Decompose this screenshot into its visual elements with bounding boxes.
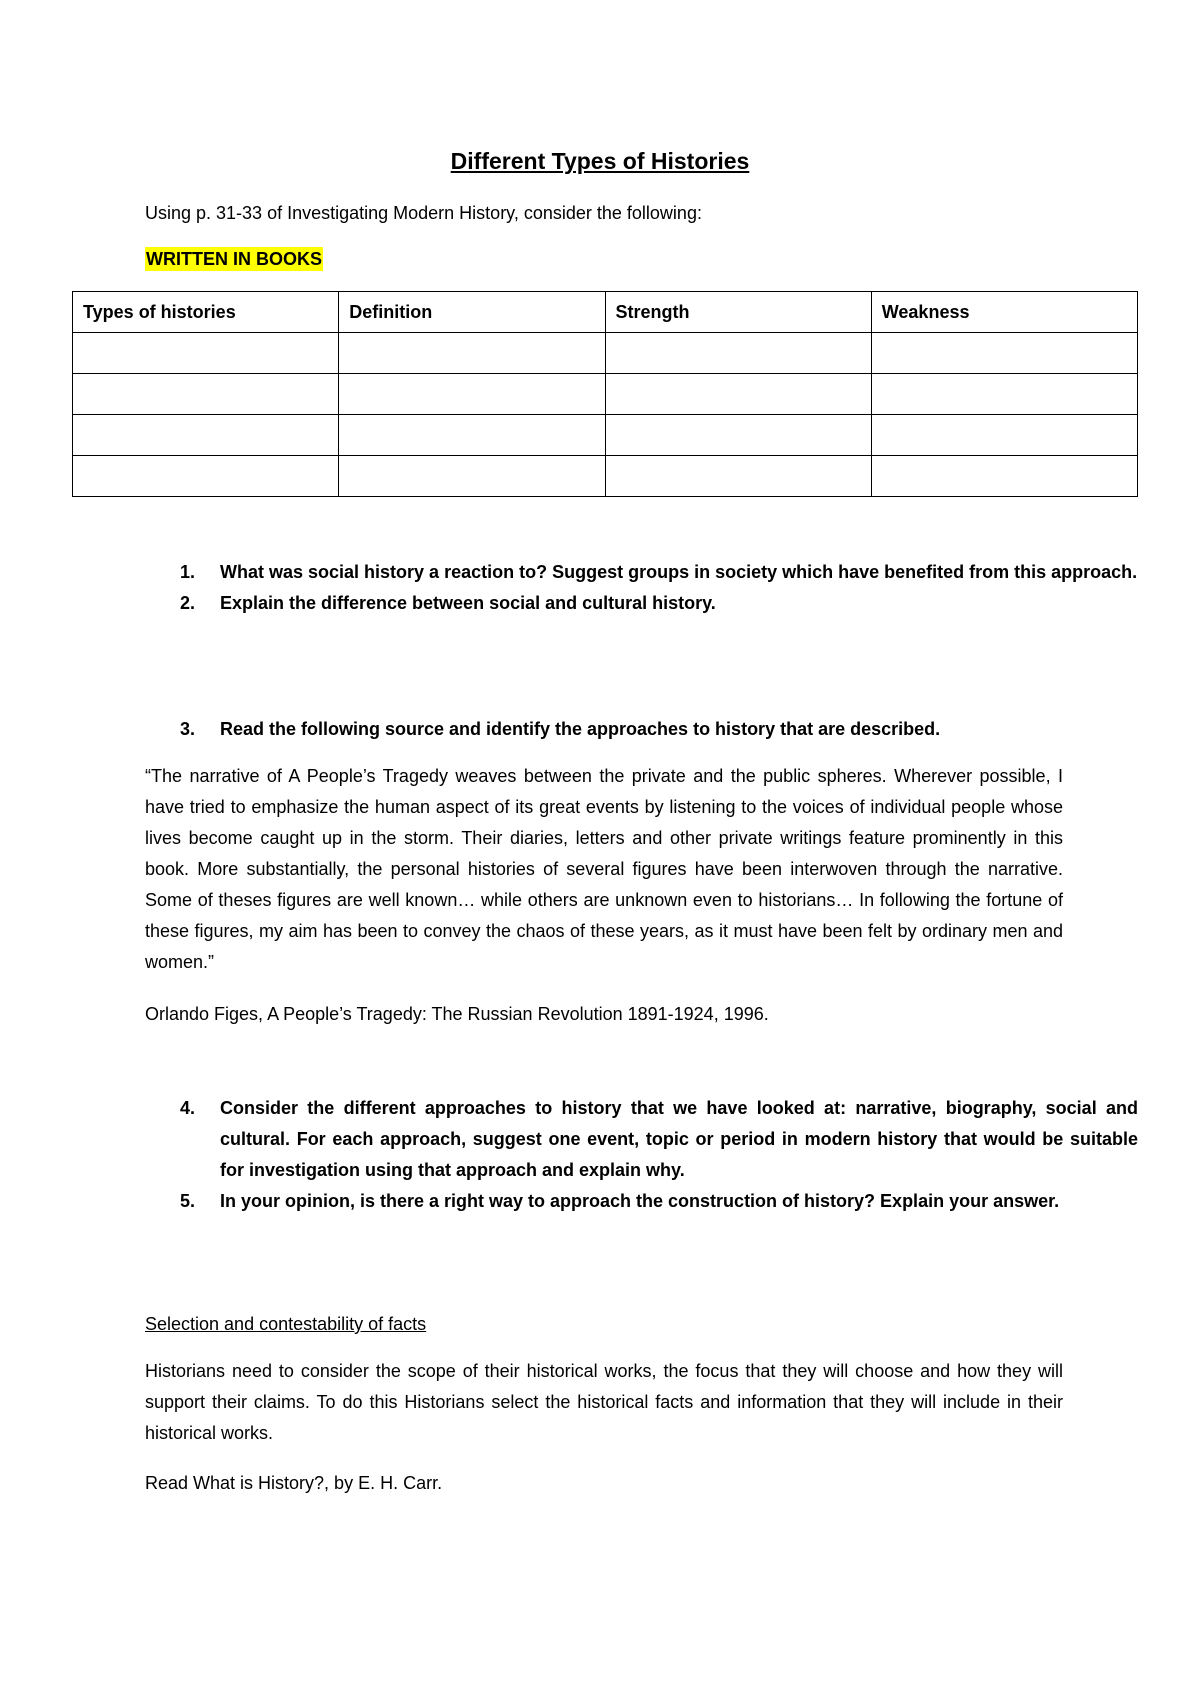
table-header-cell: Definition — [339, 292, 605, 333]
table-header-cell: Types of histories — [73, 292, 339, 333]
table-header-row — [73, 292, 1138, 333]
histories-table — [72, 291, 1138, 497]
written-in-books-label: WRITTEN IN BOOKS — [146, 249, 322, 269]
table-row — [73, 374, 1138, 415]
question-list-1 — [145, 557, 1138, 619]
table-cell[interactable] — [605, 415, 871, 456]
table-cell[interactable] — [871, 456, 1137, 497]
page-title: Different Types of Histories — [450, 148, 750, 174]
table-cell[interactable] — [73, 333, 339, 374]
table-cell[interactable] — [339, 415, 605, 456]
table-cell[interactable] — [605, 374, 871, 415]
intro-text: Using p. 31-33 of Investigating Modern History, consider the following: — [145, 203, 702, 223]
table-cell[interactable] — [73, 456, 339, 497]
question-list-3 — [145, 1093, 1138, 1217]
question-item — [180, 714, 1138, 745]
question-number: 5. — [180, 1191, 196, 1211]
table-cell[interactable] — [871, 415, 1137, 456]
question-number: 1. — [180, 562, 196, 582]
table-cell[interactable] — [871, 374, 1137, 415]
table-header-cell: Weakness — [871, 292, 1137, 333]
table-header-cell: Strength — [605, 292, 871, 333]
table-cell[interactable] — [339, 333, 605, 374]
question-number: 3. — [180, 719, 196, 739]
question-item — [180, 1186, 1138, 1217]
question-text: Read the following source and identify the approaches to history that are described. — [220, 719, 941, 739]
question-item — [180, 557, 1138, 588]
table-cell[interactable] — [339, 374, 605, 415]
question-text: Explain the difference between social and cultural history. — [220, 593, 716, 613]
source-quote: “The narrative of A People’s Tragedy weaves between the private and the public spheres. Wherever possible, I have tried to emphasize the human aspect of its great events by listening to the voices of individual people whose lives become caught up in the storm. Their diaries, letters and other private writings feature prominently in this book. More substantially, the personal histories of several figures have been interwoven through the narrative. Some of theses figures are well known… while others are unknown even to historians… In following the fortune of these figures, my aim has been to convey the chaos of these years, as it must have been felt by ordinary men and women.” — [145, 766, 1063, 972]
question-list-2 — [145, 714, 1138, 745]
table-row — [73, 333, 1138, 374]
table-cell[interactable] — [871, 333, 1137, 374]
quote-citation: Orlando Figes, A People’s Tragedy: The Russian Revolution 1891-1924, 1996. — [145, 1004, 769, 1024]
table-row — [73, 456, 1138, 497]
question-text: What was social history a reaction to? Suggest groups in society which have benefited from this approach. — [220, 562, 1138, 582]
question-item — [180, 588, 1138, 619]
question-number: 4. — [180, 1098, 196, 1118]
question-number: 2. — [180, 593, 196, 613]
table-cell[interactable] — [605, 456, 871, 497]
table-cell[interactable] — [73, 415, 339, 456]
question-text: Consider the different approaches to history that we have looked at: narrative, biography, social and cultural. For each approach, suggest one event, topic or period in modern history that would be suitable for investigation using that approach and explain why. — [220, 1098, 1138, 1180]
question-item — [180, 1093, 1138, 1186]
selection-heading: Selection and contestability of facts — [145, 1314, 427, 1334]
table-cell[interactable] — [605, 333, 871, 374]
question-text: In your opinion, is there a right way to approach the construction of history? Explain your answer. — [220, 1191, 1060, 1211]
table-cell[interactable] — [339, 456, 605, 497]
selection-paragraph: Historians need to consider the scope of their historical works, the focus that they will choose and how they will support their claims. To do this Historians select the historical facts and information that they will include in their historical works. — [145, 1361, 1063, 1443]
table-cell[interactable] — [73, 374, 339, 415]
reading-instruction: Read What is History?, by E. H. Carr. — [145, 1473, 443, 1493]
table-row — [73, 415, 1138, 456]
